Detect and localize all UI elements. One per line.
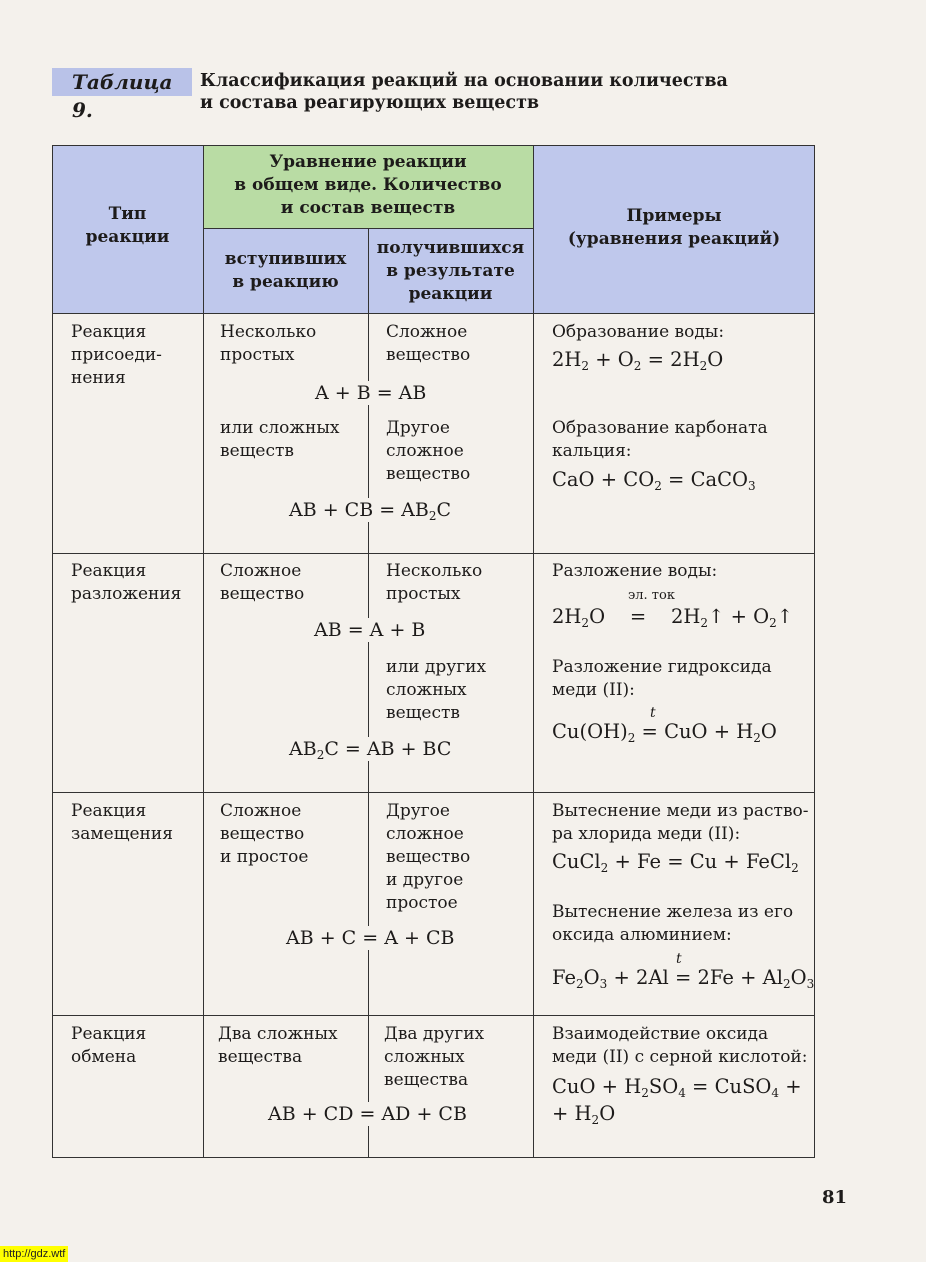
general-equation: AB + C = A + CB [286,927,455,949]
example-equation: CaO + $CO_2$ = CaCO$_3$ [552,468,756,493]
example-title: Образование воды: [552,322,725,342]
grid-line [368,228,369,1158]
page-number: 81 [822,1187,848,1208]
reactants-text: или сложных веществ [220,418,340,461]
table-title: Классификация реакций на основании количества и состава реагирующих веществ [200,71,728,113]
grid-line [52,1157,815,1158]
reaction-condition: t [676,951,682,967]
row-type-decomposition: Реакция разложения [71,561,182,604]
grid-line [52,553,815,554]
example-equation: CuCl$_2$ + Fe = Cu + FeCl$_2$ [552,850,799,875]
example-title: Разложение воды: [552,561,718,581]
grid-line [203,145,204,1158]
reactants-text: Сложное вещество и простое [220,801,309,867]
header-reactants-text: вступивших в реакцию [224,249,347,292]
row-type-substitution: Реакция замещения [71,801,173,844]
row-type-exchange: Реакция обмена [71,1024,147,1067]
grid-line [533,145,534,1158]
reaction-classification-table [52,145,815,1158]
grid-line [52,145,815,146]
grid-line [52,792,815,793]
reactants-text: Два сложных вещества [218,1024,338,1067]
general-equation: A + B = AB [315,382,427,404]
general-equation: AB + CB = $AB_2C$ [289,499,452,523]
example-equation: CuO + $H_2SO_4$ = CuSO$_4$ + + $H_2O$ [552,1075,802,1127]
example-title: Вытеснение железа из его оксида алюминием: [552,902,794,945]
products-text: Два других сложных вещества [384,1024,485,1090]
header-type-text: Тип реакции [85,204,170,247]
header-equation-text: Уравнение реакции в общем виде. Количество и состав веществ [234,152,502,218]
products-text: Сложное вещество [386,322,471,365]
example-equation: $2H_2O$ = $2H_2↑$ + $O_2↑$ [552,605,794,630]
products-text: Другое сложное вещество и другое простое [386,801,471,913]
products-text: Другое сложное вещество [386,418,471,484]
watermark-link[interactable]: http://gdz.wtf [0,1246,68,1262]
example-title: Разложение гидроксида меди (II): [552,657,772,700]
grid-line [814,145,815,1158]
reactants-text: Сложное вещество [220,561,305,604]
example-equation: $Fe_2O_3 + 2Al = 2Fe + Al_2O_3$ [552,966,815,991]
reactants-text: Несколько простых [220,322,317,365]
example-equation: $2H_2 + O_2 = 2H_2O$ [552,348,724,373]
header-products-text: получившихся в результате реакции [376,238,525,304]
example-title: Вытеснение меди из раство- ра хлорида меди (II): [552,801,809,844]
grid-line [52,1015,815,1016]
reaction-condition: эл. ток [628,588,675,603]
example-title: Образование карбоната кальция: [552,418,768,461]
general-equation: AB + CD = AD + CB [268,1103,467,1125]
grid-line [52,145,53,1158]
row-type-combination: Реакция присоеди- нения [71,322,162,388]
products-text: Несколько простых [386,561,483,604]
products-text: или других сложных веществ [386,657,487,723]
general-equation: $AB_2C$ = AB + BC [289,738,452,762]
table-number-label: Таблица 9. [52,68,192,96]
general-equation: AB = A + B [314,619,426,641]
reaction-condition: t [650,705,656,721]
example-title: Взаимодействие оксида меди (II) с серной кислотой: [552,1024,808,1067]
example-equation: $Cu(OH)_2$ = CuO + $H_2O$ [552,720,777,745]
header-examples-text: Примеры (уравнения реакций) [567,206,781,249]
grid-line [52,313,815,314]
